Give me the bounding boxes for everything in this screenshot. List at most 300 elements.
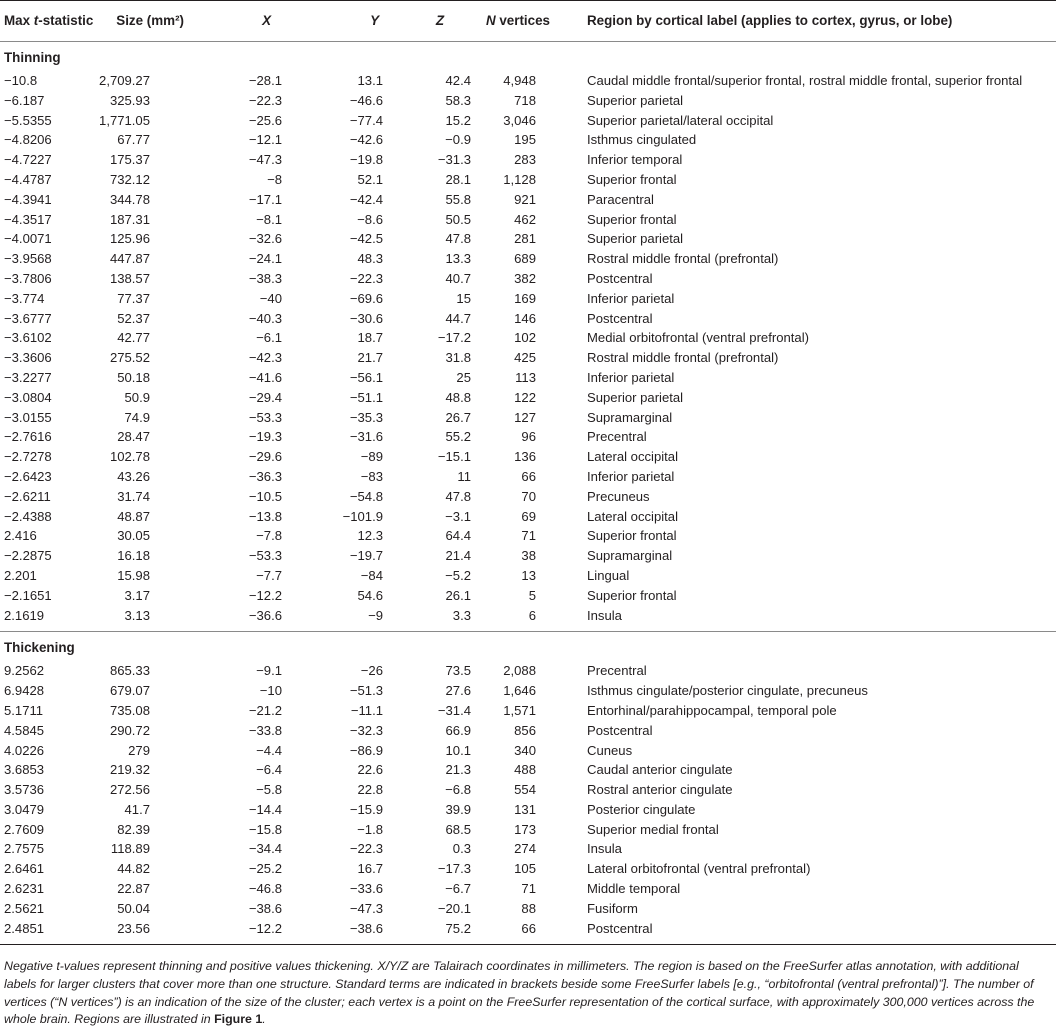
table-row xyxy=(0,839,1056,859)
x-cell: −4.4 xyxy=(256,742,282,758)
x-cell: −8.1 xyxy=(256,211,282,227)
table-row xyxy=(0,130,1056,150)
z-cell: 55.2 xyxy=(445,429,471,445)
n-vertices-cell: 340 xyxy=(514,742,536,758)
t-statistic-cell: −4.8206 xyxy=(4,132,52,148)
t-statistic-cell: −4.3517 xyxy=(4,211,52,227)
table-row xyxy=(0,348,1056,368)
n-vertices-cell: 462 xyxy=(514,211,536,227)
x-cell: −53.3 xyxy=(248,409,282,425)
z-cell: 26.1 xyxy=(445,587,471,603)
table-bottom-rule xyxy=(0,944,1056,945)
region-cell: Superior parietal xyxy=(587,389,684,405)
t-statistic-cell: 2.1619 xyxy=(4,607,45,623)
y-cell: 54.6 xyxy=(357,587,383,603)
t-statistic-cell: 2.4851 xyxy=(4,920,45,936)
footnote-text: Negative t-values represent thinning and positive values thickening. X/Y/Z are Talairach coordinates in millimeters. The region is based on the FreeSurfer atlas annotation, with additional labels for larger clusters that cover more than one structure. Standard terms are indicated in brackets beside some FreeSurfer labels [e.g., “orbitofrontal (ventral prefrontal)”]. The number of vertices (“N vertices”) is an indication of the size of the cluster; each vertex is a point on the FreeSurfer representation of the cortical surface, with approximately 300,000 vertices across the whole brain. Regions are illustrated in xyxy=(4,959,1035,1027)
region-cell: Lateral occipital xyxy=(587,449,678,465)
y-cell: −69.6 xyxy=(349,290,383,306)
size-cell: 30.05 xyxy=(117,528,150,544)
x-cell: −34.4 xyxy=(248,841,282,857)
size-cell: 82.39 xyxy=(117,821,150,837)
n-vertices-cell: 1,128 xyxy=(503,171,536,187)
y-cell: −1.8 xyxy=(357,821,383,837)
region-cell: Lateral orbitofrontal (ventral prefrontal) xyxy=(587,861,811,877)
z-cell: 11 xyxy=(457,468,471,484)
x-cell: −6.4 xyxy=(256,762,282,778)
header-size: Size (mm²) xyxy=(116,13,184,28)
t-statistic-cell: −2.1651 xyxy=(4,587,52,603)
size-cell: 447.87 xyxy=(109,251,150,267)
z-cell: 26.7 xyxy=(445,409,471,425)
section-label: Thickening xyxy=(4,640,75,656)
t-statistic-cell: −3.6102 xyxy=(4,330,52,346)
t-statistic-cell: 2.7575 xyxy=(4,841,45,857)
size-cell: 735.08 xyxy=(109,702,150,718)
region-cell: Rostral middle frontal (prefrontal) xyxy=(587,251,779,267)
z-cell: 21.4 xyxy=(445,548,471,564)
table-row xyxy=(0,71,1056,91)
t-statistic-cell: −3.6777 xyxy=(4,310,52,326)
t-statistic-cell: −3.2277 xyxy=(4,369,52,385)
t-statistic-cell: 2.5621 xyxy=(4,900,45,916)
size-cell: 102.78 xyxy=(109,449,150,465)
size-cell: 74.9 xyxy=(124,409,150,425)
region-cell: Rostral anterior cingulate xyxy=(587,782,733,798)
region-cell: Lingual xyxy=(587,567,630,583)
figure-reference-link[interactable]: Figure 1 xyxy=(214,1012,263,1027)
x-cell: −7.8 xyxy=(256,528,282,544)
region-cell: Insula xyxy=(587,841,622,857)
z-cell: −0.9 xyxy=(445,132,471,148)
size-cell: 52.37 xyxy=(117,310,150,326)
y-cell: −9 xyxy=(368,607,383,623)
x-cell: −40 xyxy=(259,290,282,306)
table-row xyxy=(0,507,1056,527)
n-vertices-cell: 382 xyxy=(514,270,536,286)
x-cell: −32.6 xyxy=(248,231,282,247)
region-cell: Caudal anterior cingulate xyxy=(587,762,733,778)
x-cell: −6.1 xyxy=(256,330,282,346)
x-cell: −24.1 xyxy=(248,251,282,267)
z-cell: 21.3 xyxy=(445,762,471,778)
table-row xyxy=(0,487,1056,507)
n-vertices-cell: 122 xyxy=(514,389,536,405)
n-vertices-cell: 102 xyxy=(514,330,536,346)
table-row xyxy=(0,328,1056,348)
size-cell: 44.82 xyxy=(117,861,150,877)
table-row xyxy=(0,210,1056,230)
x-cell: −47.3 xyxy=(248,152,282,168)
y-cell: −42.6 xyxy=(349,132,383,148)
t-statistic-cell: −4.3941 xyxy=(4,191,52,207)
size-cell: 290.72 xyxy=(109,722,150,738)
z-cell: 15.2 xyxy=(445,112,471,128)
x-cell: −17.1 xyxy=(248,191,282,207)
table-row xyxy=(0,91,1056,111)
x-cell: −7.7 xyxy=(256,567,282,583)
n-vertices-cell: 71 xyxy=(521,881,536,897)
z-cell: 73.5 xyxy=(445,663,471,679)
x-cell: −28.1 xyxy=(248,73,282,88)
t-statistic-cell: 3.0479 xyxy=(4,801,45,817)
size-cell: 279 xyxy=(128,742,150,758)
n-vertices-cell: 4,948 xyxy=(503,73,536,88)
region-cell: Supramarginal xyxy=(587,548,673,564)
y-cell: −30.6 xyxy=(349,310,383,326)
table-row xyxy=(0,681,1056,701)
t-statistic-cell: −2.6423 xyxy=(4,468,52,484)
size-cell: 15.98 xyxy=(117,567,150,583)
region-cell: Supramarginal xyxy=(587,409,673,425)
size-cell: 31.74 xyxy=(117,488,150,504)
size-cell: 1,771.05 xyxy=(99,112,150,128)
x-cell: −42.3 xyxy=(248,350,282,366)
region-cell: Superior parietal/lateral occipital xyxy=(587,112,774,128)
z-cell: −31.3 xyxy=(437,152,471,168)
table-row xyxy=(0,566,1056,586)
t-statistic-cell: −3.7806 xyxy=(4,270,52,286)
table-row xyxy=(0,586,1056,606)
y-cell: −33.6 xyxy=(349,881,383,897)
t-statistic-cell: 3.5736 xyxy=(4,782,45,798)
y-cell: −22.3 xyxy=(349,841,383,857)
region-cell: Superior frontal xyxy=(587,587,677,603)
z-cell: −17.2 xyxy=(437,330,471,346)
table-header-row xyxy=(0,1,1056,41)
size-cell: 679.07 xyxy=(109,683,150,699)
region-cell: Entorhinal/parahippocampal, temporal pole xyxy=(587,702,837,718)
table-row xyxy=(0,447,1056,467)
y-cell: −47.3 xyxy=(349,900,383,916)
x-cell: −8 xyxy=(267,171,282,187)
region-cell: Paracentral xyxy=(587,191,654,207)
y-cell: −11.1 xyxy=(350,702,383,718)
x-cell: −40.3 xyxy=(248,310,282,326)
region-cell: Superior parietal xyxy=(587,92,684,108)
section-heading-thickening xyxy=(0,632,1056,661)
table-row xyxy=(0,229,1056,249)
table-row xyxy=(0,760,1056,780)
y-cell: −54.8 xyxy=(349,488,383,504)
y-cell: 21.7 xyxy=(357,350,383,366)
table-row xyxy=(0,606,1056,626)
region-cell: Precentral xyxy=(587,663,647,679)
t-statistic-cell: 5.1711 xyxy=(4,702,44,718)
region-cell: Isthmus cingulated xyxy=(587,132,697,148)
t-statistic-cell: −3.0804 xyxy=(4,389,52,405)
y-cell: 52.1 xyxy=(357,171,383,187)
n-vertices-cell: 1,571 xyxy=(503,702,536,718)
z-cell: 66.9 xyxy=(445,722,471,738)
z-cell: 47.8 xyxy=(445,231,471,247)
t-statistic-cell: 4.5845 xyxy=(4,722,45,738)
y-cell: −32.3 xyxy=(349,722,383,738)
size-cell: 67.77 xyxy=(117,132,150,148)
x-cell: −22.3 xyxy=(248,92,282,108)
x-cell: −33.8 xyxy=(248,722,282,738)
z-cell: 44.7 xyxy=(445,310,471,326)
region-cell: Insula xyxy=(587,607,622,623)
region-cell: Postcentral xyxy=(587,270,653,286)
table-row xyxy=(0,190,1056,210)
size-cell: 22.87 xyxy=(117,881,150,897)
y-cell: −89 xyxy=(360,449,383,465)
table-row xyxy=(0,111,1056,131)
y-cell: 22.6 xyxy=(357,762,383,778)
size-cell: 50.04 xyxy=(117,900,150,916)
n-vertices-cell: 169 xyxy=(514,290,536,306)
region-cell: Superior frontal xyxy=(587,528,677,544)
size-cell: 16.18 xyxy=(117,548,150,564)
y-cell: −77.4 xyxy=(349,112,383,128)
z-cell: 28.1 xyxy=(445,171,471,187)
size-cell: 3.17 xyxy=(124,587,150,603)
size-cell: 187.31 xyxy=(109,211,150,227)
y-cell: −26 xyxy=(360,663,383,679)
size-cell: 175.37 xyxy=(109,152,150,168)
x-cell: −12.2 xyxy=(248,587,282,603)
size-cell: 138.57 xyxy=(109,270,150,286)
z-cell: 42.4 xyxy=(445,73,471,88)
x-cell: −9.1 xyxy=(256,663,282,679)
size-cell: 325.93 xyxy=(109,92,150,108)
region-cell: Rostral middle frontal (prefrontal) xyxy=(587,350,779,366)
n-vertices-cell: 71 xyxy=(521,528,536,544)
z-cell: 25 xyxy=(456,369,471,385)
t-statistic-cell: −4.7227 xyxy=(4,152,52,168)
n-vertices-cell: 425 xyxy=(514,350,536,366)
n-vertices-cell: 146 xyxy=(514,310,536,326)
region-cell: Lateral occipital xyxy=(587,508,678,524)
n-vertices-cell: 3,046 xyxy=(503,112,536,128)
x-cell: −5.8 xyxy=(256,782,282,798)
y-cell: 12.3 xyxy=(357,528,383,544)
region-cell: Cuneus xyxy=(587,742,633,758)
x-cell: −10.5 xyxy=(248,488,282,504)
n-vertices-cell: 173 xyxy=(514,821,536,837)
n-vertices-cell: 554 xyxy=(514,782,536,798)
z-cell: −15.1 xyxy=(437,449,471,465)
z-cell: 13.3 xyxy=(445,251,471,267)
n-vertices-cell: 281 xyxy=(514,231,536,247)
z-cell: 0.3 xyxy=(452,841,471,857)
n-vertices-cell: 66 xyxy=(521,920,536,936)
z-cell: 31.8 xyxy=(445,350,471,366)
x-cell: −41.6 xyxy=(248,369,282,385)
header-x: X xyxy=(262,13,271,28)
region-cell: Superior parietal xyxy=(587,231,684,247)
header-z: Z xyxy=(435,13,444,28)
header-y: Y xyxy=(370,13,379,28)
table-row xyxy=(0,388,1056,408)
size-cell: 48.87 xyxy=(117,508,150,524)
size-cell: 272.56 xyxy=(109,782,150,798)
size-cell: 28.47 xyxy=(117,429,150,445)
n-vertices-cell: 283 xyxy=(514,152,536,168)
x-cell: −29.4 xyxy=(248,389,282,405)
y-cell: −83 xyxy=(360,468,383,484)
region-cell: Postcentral xyxy=(587,310,653,326)
z-cell: 47.8 xyxy=(445,488,471,504)
z-cell: 10.1 xyxy=(445,742,471,758)
n-vertices-cell: 38 xyxy=(521,548,536,564)
n-vertices-cell: 113 xyxy=(515,369,536,385)
x-cell: −46.8 xyxy=(248,881,282,897)
region-cell: Medial orbitofrontal (ventral prefrontal) xyxy=(587,330,809,346)
y-cell: −84 xyxy=(360,567,383,583)
size-cell: 50.9 xyxy=(124,389,150,405)
n-vertices-cell: 718 xyxy=(514,92,536,108)
table-row xyxy=(0,170,1056,190)
table-footnote xyxy=(4,958,1052,1029)
section-label: Thinning xyxy=(4,50,61,65)
table-row xyxy=(0,427,1056,447)
x-cell: −25.6 xyxy=(248,112,282,128)
x-cell: −36.3 xyxy=(248,468,282,484)
t-statistic-cell: −2.4388 xyxy=(4,508,52,524)
n-vertices-cell: 13 xyxy=(521,567,536,583)
y-cell: −51.3 xyxy=(349,683,383,699)
t-statistic-cell: −10.8 xyxy=(4,73,38,88)
y-cell: 22.8 xyxy=(357,782,383,798)
x-cell: −19.3 xyxy=(248,429,282,445)
region-cell: Inferior parietal xyxy=(587,468,675,484)
y-cell: −15.9 xyxy=(349,801,383,817)
n-vertices-cell: 127 xyxy=(514,409,536,425)
table-row xyxy=(0,249,1056,269)
t-statistic-cell: −2.6211 xyxy=(4,488,51,504)
n-vertices-cell: 1,646 xyxy=(503,683,536,699)
n-vertices-cell: 2,088 xyxy=(503,663,536,679)
size-cell: 732.12 xyxy=(109,171,150,187)
region-cell: Posterior cingulate xyxy=(587,801,696,817)
x-cell: −13.8 xyxy=(248,508,282,524)
x-cell: −10 xyxy=(259,683,282,699)
y-cell: 48.3 xyxy=(357,251,383,267)
size-cell: 23.56 xyxy=(117,920,150,936)
z-cell: 75.2 xyxy=(445,920,471,936)
region-cell: Superior frontal xyxy=(587,211,677,227)
size-cell: 118.89 xyxy=(110,841,150,857)
header-n-vertices: N vertices xyxy=(485,13,550,28)
t-statistic-cell: −3.9568 xyxy=(4,251,52,267)
table-row xyxy=(0,309,1056,329)
region-cell: Fusiform xyxy=(587,900,638,916)
t-statistic-cell: −5.5355 xyxy=(4,112,52,128)
t-statistic-cell: 4.0226 xyxy=(4,742,45,758)
t-statistic-cell: 2.6231 xyxy=(4,881,45,897)
z-cell: 39.9 xyxy=(445,801,471,817)
t-statistic-cell: −3.0155 xyxy=(4,409,52,425)
y-cell: −31.6 xyxy=(349,429,383,445)
size-cell: 3.13 xyxy=(124,607,150,623)
table-row xyxy=(0,408,1056,428)
x-cell: −38.3 xyxy=(248,270,282,286)
x-cell: −38.6 xyxy=(248,900,282,916)
y-cell: −38.6 xyxy=(349,920,383,936)
y-cell: −86.9 xyxy=(349,742,383,758)
z-cell: 15 xyxy=(456,290,471,306)
t-statistic-cell: −4.0071 xyxy=(4,231,52,247)
n-vertices-cell: 136 xyxy=(514,449,536,465)
x-cell: −12.2 xyxy=(248,920,282,936)
t-statistic-cell: −6.187 xyxy=(4,92,45,108)
region-cell: Superior medial frontal xyxy=(587,821,719,837)
y-cell: −46.6 xyxy=(349,92,383,108)
size-cell: 275.52 xyxy=(109,350,150,366)
table-row xyxy=(0,780,1056,800)
n-vertices-cell: 195 xyxy=(514,132,536,148)
z-cell: 64.4 xyxy=(445,528,471,544)
z-cell: −5.2 xyxy=(445,567,471,583)
n-vertices-cell: 131 xyxy=(514,801,536,817)
z-cell: −17.3 xyxy=(437,861,471,877)
thickening-rows xyxy=(0,661,1056,938)
region-cell: Middle temporal xyxy=(587,881,681,897)
x-cell: −12.1 xyxy=(248,132,282,148)
z-cell: 68.5 xyxy=(445,821,471,837)
z-cell: −6.8 xyxy=(445,782,471,798)
z-cell: 55.8 xyxy=(445,191,471,207)
table-row xyxy=(0,526,1056,546)
t-statistic-cell: 2.7609 xyxy=(4,821,45,837)
z-cell: 27.6 xyxy=(445,683,471,699)
t-statistic-cell: 3.6853 xyxy=(4,762,45,778)
table-row xyxy=(0,269,1056,289)
table-row xyxy=(0,859,1056,879)
x-cell: −14.4 xyxy=(248,801,282,817)
t-statistic-cell: −3.3606 xyxy=(4,350,52,366)
y-cell: −42.5 xyxy=(349,231,383,247)
n-vertices-cell: 274 xyxy=(514,841,536,857)
size-cell: 42.77 xyxy=(117,330,150,346)
y-cell: 18.7 xyxy=(357,330,383,346)
n-vertices-cell: 856 xyxy=(514,722,536,738)
table-row xyxy=(0,546,1056,566)
table-row xyxy=(0,467,1056,487)
t-statistic-cell: −3.774 xyxy=(4,290,45,306)
header-max-t-statistic: Max t-statistic xyxy=(4,13,94,28)
n-vertices-cell: 5 xyxy=(528,587,536,603)
n-vertices-cell: 488 xyxy=(514,762,536,778)
table-row xyxy=(0,800,1056,820)
t-statistic-cell: −2.7616 xyxy=(4,429,52,445)
x-cell: −29.6 xyxy=(248,449,282,465)
size-cell: 43.26 xyxy=(117,468,150,484)
x-cell: −15.8 xyxy=(248,821,282,837)
y-cell: −101.9 xyxy=(342,508,383,524)
y-cell: −42.4 xyxy=(349,191,383,207)
table-row xyxy=(0,150,1056,170)
region-cell: Inferior parietal xyxy=(587,290,675,306)
size-cell: 2,709.27 xyxy=(99,73,150,88)
size-cell: 77.37 xyxy=(117,290,150,306)
thinning-rows xyxy=(0,71,1056,625)
size-cell: 125.96 xyxy=(109,231,150,247)
t-statistic-cell: 2.416 xyxy=(4,528,37,544)
z-cell: −20.1 xyxy=(437,900,471,916)
size-cell: 865.33 xyxy=(109,663,150,679)
x-cell: −36.6 xyxy=(248,607,282,623)
t-statistic-cell: −4.4787 xyxy=(4,171,52,187)
y-cell: −8.6 xyxy=(357,211,383,227)
y-cell: −19.8 xyxy=(349,152,383,168)
t-statistic-cell: −2.7278 xyxy=(4,449,52,465)
y-cell: −19.7 xyxy=(349,548,383,564)
region-cell: Postcentral xyxy=(587,722,653,738)
table-row xyxy=(0,879,1056,899)
